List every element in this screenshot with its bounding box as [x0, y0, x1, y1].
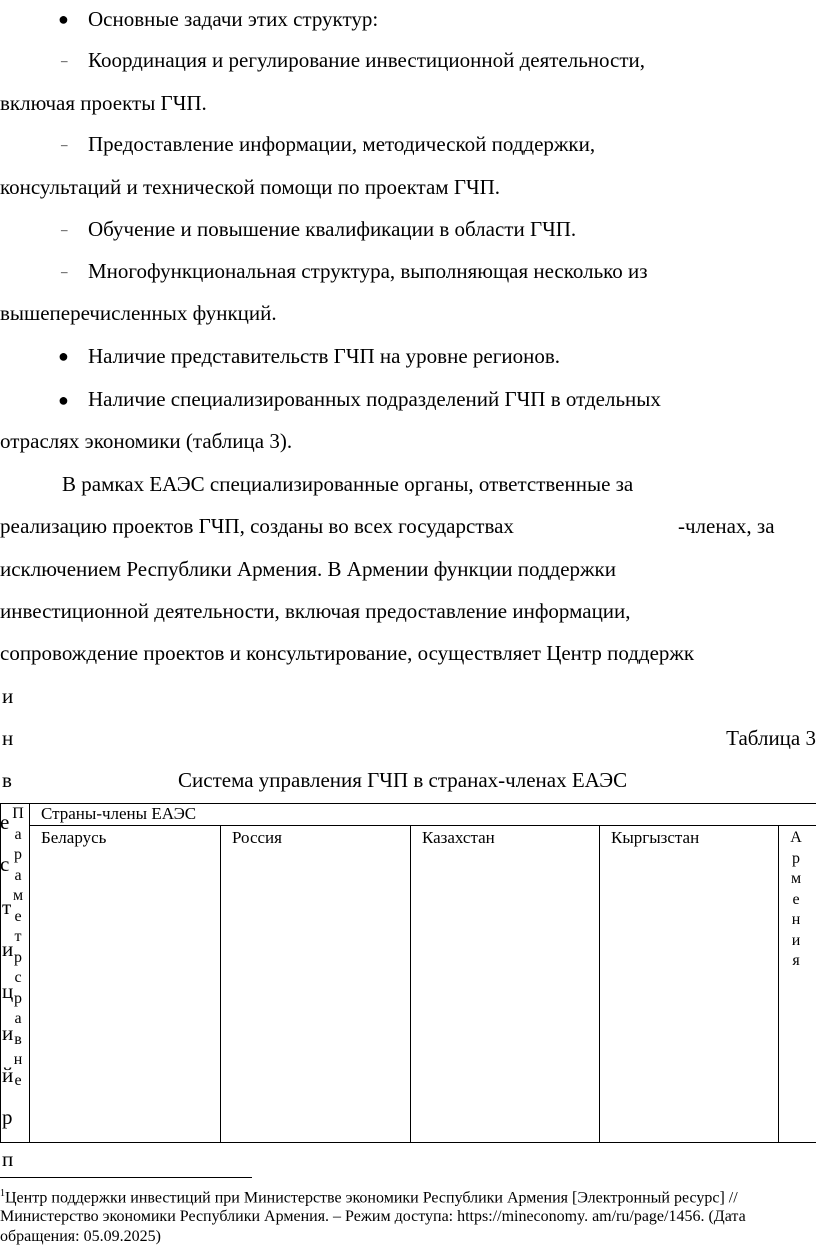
dash-item-2-line-2: консультаций и технической помощи по проектам ГЧП.	[0, 175, 501, 199]
paragraph-line-2: реализацию проектов ГЧП, созданы во всех государствах	[0, 514, 514, 538]
overflow-letter: й	[2, 1063, 14, 1087]
armenia-vertical: А р м е н и я	[790, 829, 802, 969]
table-label: Таблица 3	[726, 726, 816, 750]
overflow-letter: ц	[2, 979, 14, 1003]
dash-glyph: –	[61, 264, 68, 279]
dash-item-1-line-1: Координация и регулирование инвестиционной деятельности,	[88, 48, 646, 72]
paragraph-line-2-tail: -членах, за	[678, 514, 775, 538]
dash-glyph: –	[61, 53, 68, 68]
country-header-kazakhstan: Казахстан	[411, 826, 600, 1143]
overflow-letter: р	[2, 1105, 13, 1129]
footnote-marker: 1	[0, 1188, 5, 1199]
dash-item-1-line-2: включая проекты ГЧП.	[0, 91, 207, 115]
param-header-vertical: П а р а м е т р с р а в н е	[12, 805, 24, 1089]
bullet-glyph: ●	[58, 9, 69, 29]
country-header-russia: Россия	[221, 826, 411, 1143]
bullet-2-text: Наличие представительств ГЧП на уровне регионов.	[88, 344, 560, 368]
overflow-letter: н	[2, 726, 14, 750]
paragraph-line-4: инвестиционной деятельности, включая предоставление информации,	[0, 599, 631, 623]
bullet-3-line-1: Наличие специализированных подразделений ГЧП в отдельных	[88, 387, 661, 411]
dash-item-4-line-1: Многофункциональная структура, выполняющая несколько из	[88, 259, 648, 283]
intro-bullet-text: Основные задачи этих структур:	[88, 7, 379, 31]
overflow-letter: в	[2, 768, 12, 792]
bullet-glyph: ●	[58, 346, 69, 366]
dash-item-3-line-1: Обучение и повышение квалификации в области ГЧП.	[88, 217, 577, 241]
governance-table	[0, 803, 816, 1143]
country-header-kyrgyzstan: Кыргызстан	[600, 826, 779, 1143]
param-header-cell	[1, 804, 30, 1143]
overflow-letter: и	[2, 1021, 14, 1045]
overflow-letter: с	[0, 852, 10, 876]
dash-glyph: –	[61, 137, 68, 152]
bullet-3-line-2: отраслях экономики (таблица 3).	[0, 429, 293, 453]
dash-item-2-line-1: Предоставление информации, методической поддержки,	[88, 132, 596, 156]
country-header-armenia	[779, 826, 816, 1143]
overflow-letter: т	[2, 895, 12, 919]
group-header: Страны-члены ЕАЭС	[41, 804, 197, 823]
group-header-cell	[30, 804, 816, 826]
overflow-letter: п	[2, 1147, 14, 1171]
footnote-line-1: $^1$Центр поддержки инвестиций при Министерстве экономики Республики Армения [Электронный ресурс] //	[0, 1188, 738, 1207]
overflow-letter: е	[0, 810, 10, 834]
footnote-rule	[0, 1177, 252, 1178]
overflow-letter: и	[2, 937, 14, 961]
paragraph-line-5: сопровождение проектов и консультирование, осуществляет Центр поддержк	[0, 641, 695, 665]
dash-item-4-line-2: вышеперечисленных функций.	[0, 301, 277, 325]
country-header-belarus: Беларусь	[30, 826, 221, 1143]
footnote-line-3: обращения: 05.09.2025)	[0, 1228, 161, 1245]
dash-glyph: –	[61, 222, 68, 237]
footnote-line-2: Министерство экономики Республики Армения. – Режим доступа: https://mineconomy. am/ru/page/1456. (Дата	[0, 1208, 746, 1225]
table-title: Система управления ГЧП в странах-членах ЕАЭС	[178, 768, 628, 792]
paragraph-line-3: исключением Республики Армения. В Армении функции поддержки	[0, 557, 616, 581]
overflow-letter: и	[2, 684, 14, 708]
bullet-glyph: ●	[58, 390, 69, 410]
paragraph-line-1: В рамках ЕАЭС специализированные органы, ответственные за	[62, 472, 634, 496]
